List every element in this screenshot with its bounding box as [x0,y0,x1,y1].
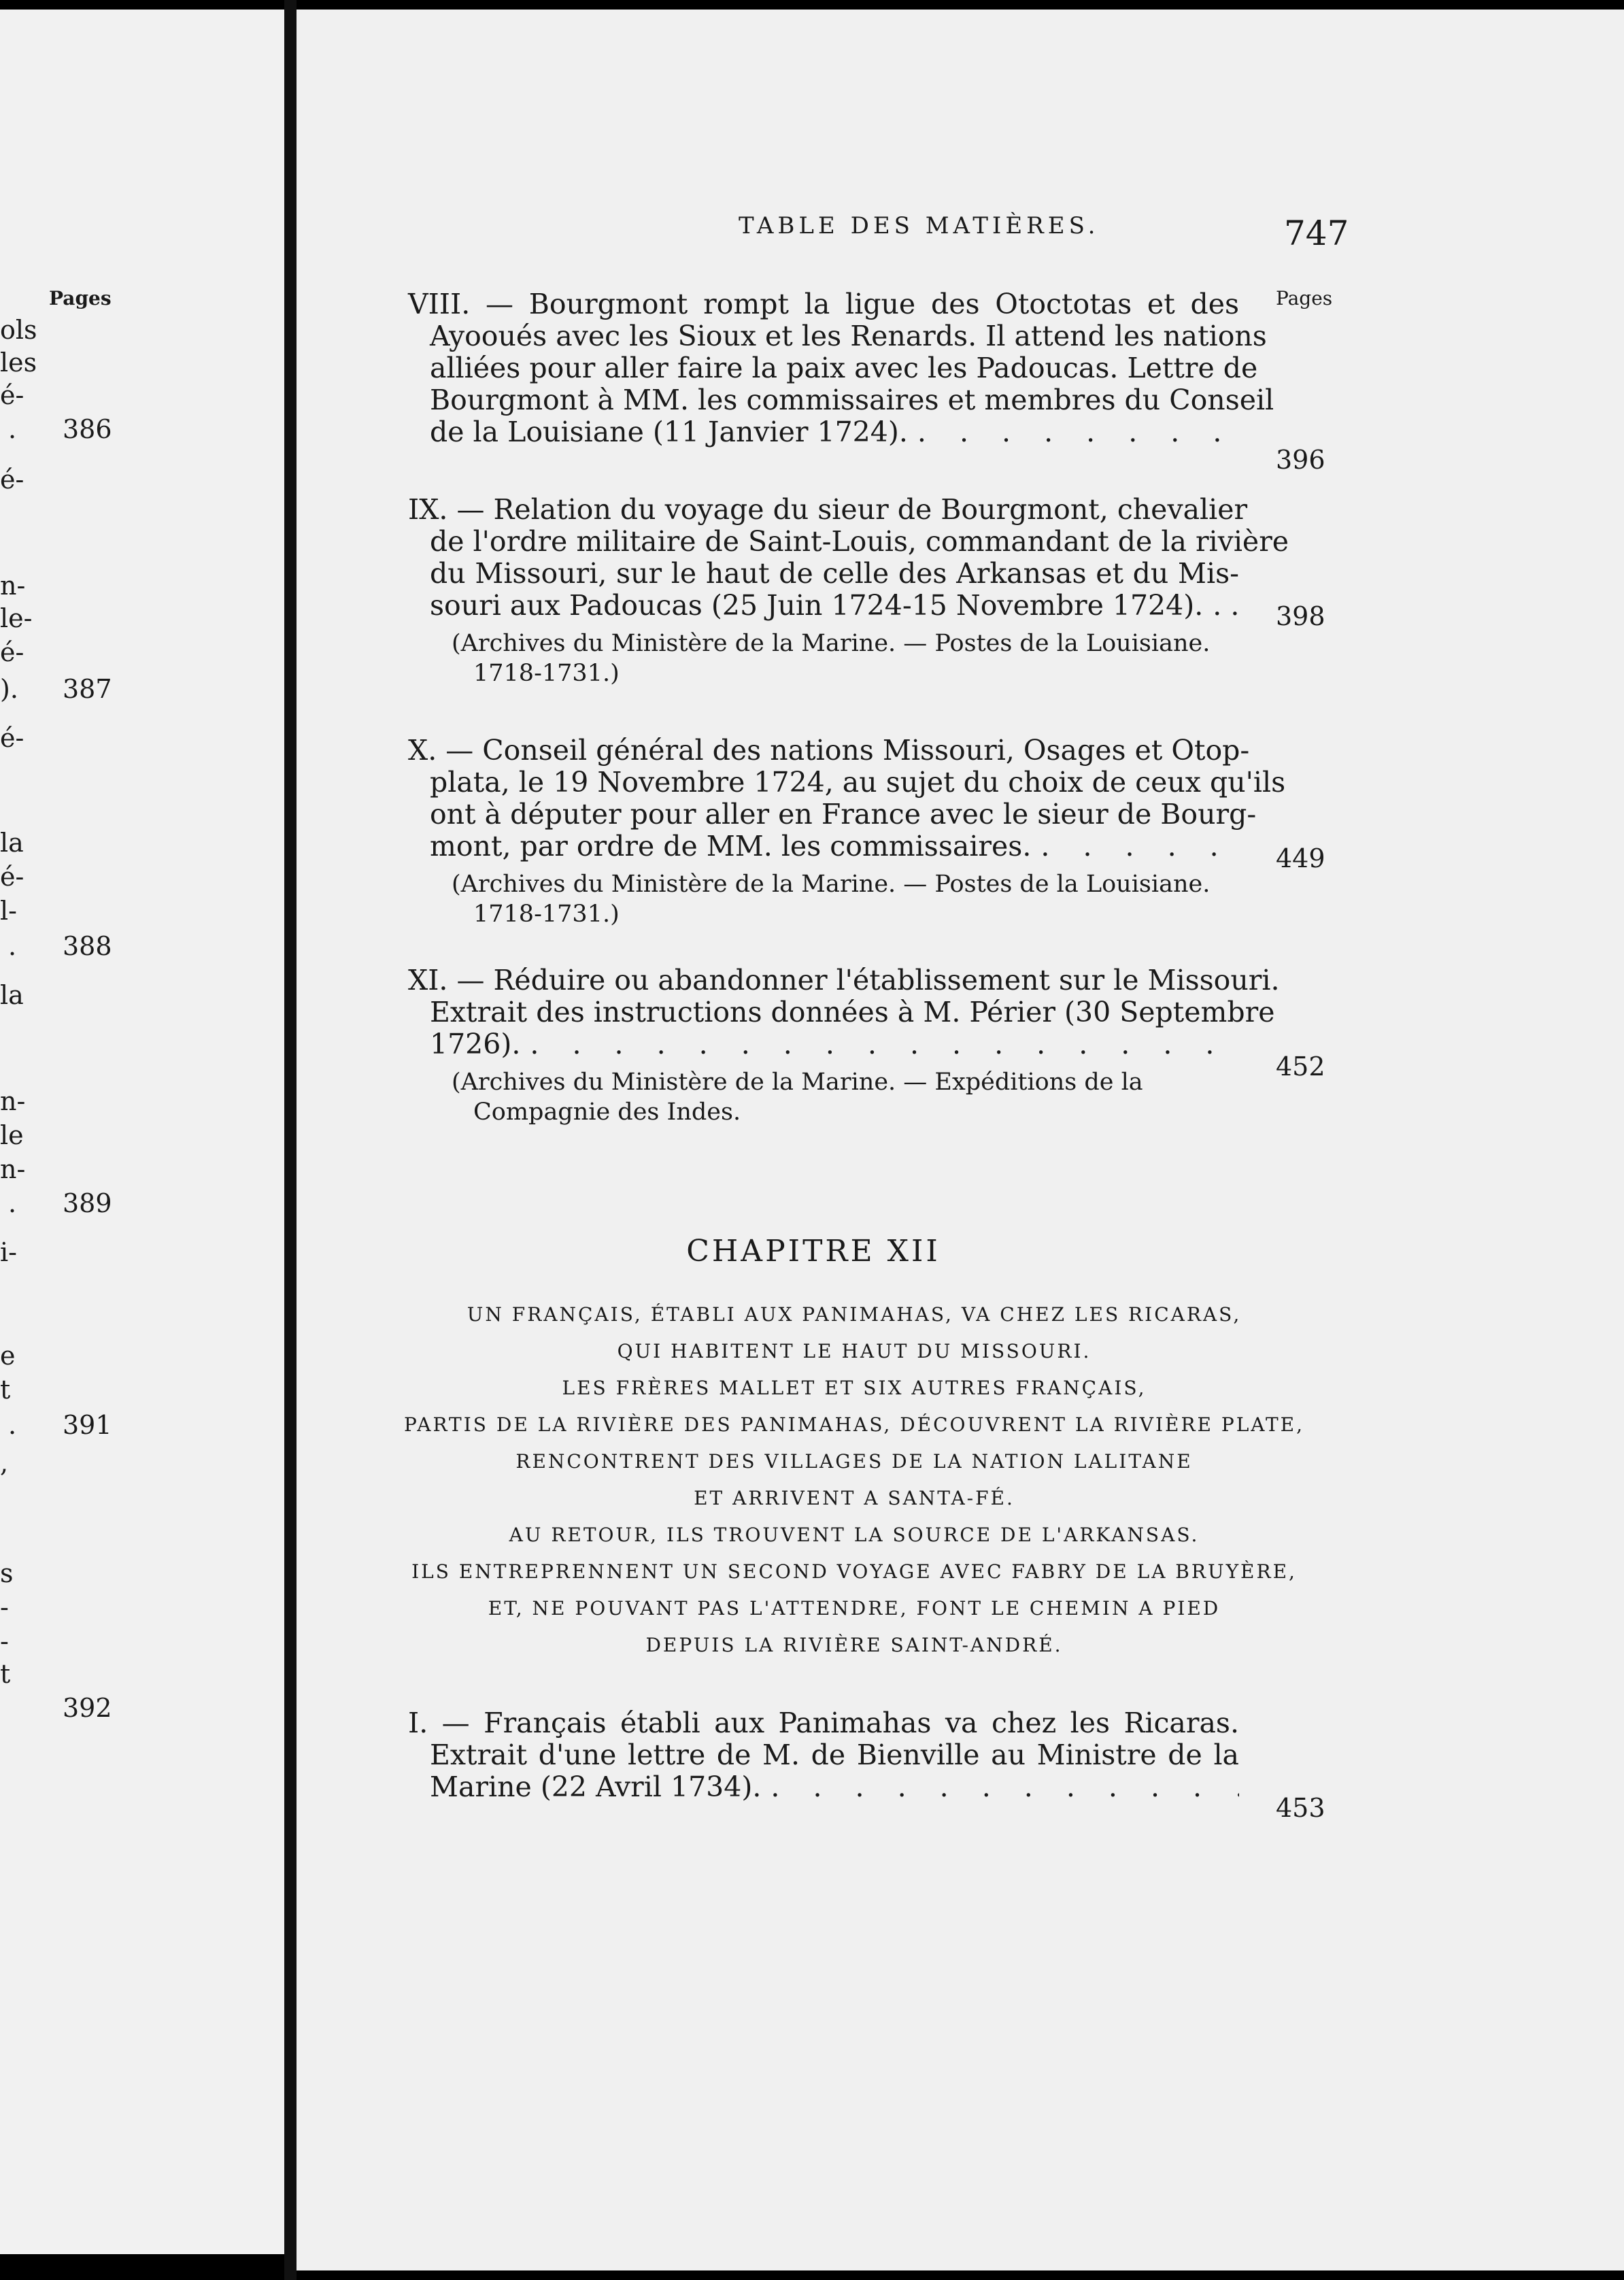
left-fragment: le [0,1120,24,1150]
entry-line: souri aux Padoucas (25 Juin 1724-15 Novembre 1724). [430,589,1204,622]
entry-line: Extrait des instructions données à M. Périer (30 Septembre [430,996,1275,1028]
subtitle-line: UN FRANÇAIS, ÉTABLI AUX PANIMAHAS, VA CHEZ LES RICARAS, [467,1303,1242,1326]
entry-line: de la Louisiane (11 Janvier 1724). [430,416,908,448]
source-note: Compagnie des Indes. [473,1099,741,1126]
entry-line: XI. — Réduire ou abandonner l'établissement sur le Missouri. [408,964,1280,996]
left-fragment: le- [0,603,33,633]
entry-line: 1726). [430,1028,521,1060]
entry-line: ont à députer pour aller en France avec le sieur de Bourg- [430,798,1257,831]
left-fragment: la [0,980,24,1010]
left-fragment: e [0,1341,16,1371]
left-fragment: ols [0,315,37,345]
left-fragment: - [0,1592,9,1622]
subtitle-line: ILS ENTREPRENNENT UN SECOND VOYAGE AVEC FABRY DE LA BRUYÈRE, [411,1560,1297,1583]
entry-line: Bourgmont à MM. les commissaires et membres du Conseil [430,384,1274,416]
entry-leader-line [430,416,1239,448]
page-number: 747 [1284,214,1349,253]
entry-line: VIII. — Bourgmont rompt la ligue des Otoctotas et des [408,288,1239,320]
chapter-title: CHAPITRE XII [686,1234,941,1269]
left-page-number: 391 [63,1410,112,1440]
toc-entry-x [408,734,1286,929]
left-fragment: n- [0,571,26,601]
left-fragment: . [8,414,17,444]
entry-leader-line [430,590,1239,622]
left-fragment: t [0,1659,11,1689]
subtitle-line: LES FRÈRES MALLET ET SIX AUTRES FRANÇAIS, [562,1377,1147,1399]
left-fragment: n- [0,1086,26,1116]
left-pages-heading: Pages [49,287,112,309]
dot-leader [530,1028,1239,1060]
entry-page-ref: 396 [1276,445,1325,475]
entry-line: Marine (22 Avril 1734). [430,1771,762,1803]
left-fragment: é- [0,637,24,667]
subtitle-line: QUI HABITENT LE HAUT DU MISSOURI. [617,1340,1092,1362]
left-fragment: é- [0,862,24,892]
left-fragment: , [0,1448,9,1478]
left-fragment: les [0,348,37,378]
dot-leader [917,416,1239,448]
entry-line: IX. — Relation du voyage du sieur de Bourgmont, chevalier [408,493,1248,526]
left-fragment: la [0,828,24,858]
entry-line: alliées pour aller faire la paix avec les Padoucas. Lettre de [430,352,1258,384]
dot-leader [771,1771,1239,1803]
dot-leader [1213,590,1239,622]
subtitle-line: ET, NE POUVANT PAS L'ATTENDRE, FONT LE CHEMIN A PIED [488,1597,1221,1620]
entry-line: mont, par ordre de MM. les commissaires. [430,830,1032,862]
left-page-number: 386 [63,414,112,444]
left-fragment: n- [0,1154,26,1184]
left-fragment: - [0,1626,9,1656]
subtitle-line: DEPUIS LA RIVIÈRE SAINT-ANDRÉ. [645,1634,1063,1656]
toc-entry-ix [408,493,1289,688]
left-fragment: . [8,931,17,961]
entry-page-ref: 449 [1276,843,1325,873]
subtitle-line: AU RETOUR, ILS TROUVENT LA SOURCE DE L'ARKANSAS. [509,1524,1200,1546]
left-fragment: é- [0,465,24,494]
left-fragment: t [0,1375,11,1405]
right-page [297,10,1624,2270]
entry-line: X. — Conseil général des nations Missouri, Osages et Otop- [408,734,1250,767]
entry-line: du Missouri, sur le haut de celle des Arkansas et du Mis- [430,557,1239,590]
source-note: 1718-1731.) [473,660,620,687]
book-gutter [284,0,297,2280]
chapter-subtitle [365,1296,1344,1664]
entry-line: plata, le 19 Novembre 1724, au sujet du choix de ceux qu'ils [430,766,1286,799]
left-fragment: s [0,1558,14,1588]
left-fragment: é- [0,380,24,410]
toc-entry-xii-i [408,1707,1239,1803]
left-page [0,10,284,2254]
left-page-number: 392 [63,1693,112,1723]
left-fragment: . [8,1410,17,1440]
source-note: (Archives du Ministère de la Marine. — Postes de la Louisiane. [452,630,1211,657]
left-page-number: 387 [63,674,112,704]
entry-leader-line [430,831,1239,862]
toc-entry-xi [408,964,1280,1127]
source-note: (Archives du Ministère de la Marine. — Postes de la Louisiane. [452,871,1211,898]
source-note: (Archives du Ministère de la Marine. — Expéditions de la [452,1069,1143,1096]
entry-line: Extrait d'une lettre de M. de Bienville au Ministre de la [430,1739,1239,1771]
entry-line: I. — Français établi aux Panimahas va chez les Ricaras. [408,1707,1239,1739]
left-fragment: é- [0,723,24,753]
left-fragment: ). [0,674,18,704]
subtitle-line: RENCONTRENT DES VILLAGES DE LA NATION LALITANE [515,1450,1193,1473]
left-fragment: i- [0,1237,17,1267]
entry-page-ref: 452 [1276,1052,1325,1082]
toc-entry-viii [408,288,1274,448]
left-page-number: 389 [63,1188,112,1218]
entry-leader-line [430,1028,1239,1060]
entry-leader-line [430,1771,1239,1803]
subtitle-line: PARTIS DE LA RIVIÈRE DES PANIMAHAS, DÉCOUVRENT LA RIVIÈRE PLATE, [403,1413,1305,1436]
pages-heading: Pages [1276,287,1333,309]
entry-page-ref: 398 [1276,601,1325,631]
entry-page-ref: 453 [1276,1793,1325,1823]
left-fragment: l- [0,896,17,926]
left-page-number: 388 [63,931,112,961]
entry-line: Ayooués avec les Sioux et les Renards. Il attend les nations [430,320,1267,352]
entry-line: de l'ordre militaire de Saint-Louis, commandant de la rivière [430,525,1289,558]
running-head: TABLE DES MATIÈRES. [739,212,1100,239]
dot-leader [1041,831,1239,862]
left-fragment: . [8,1188,17,1218]
source-note: 1718-1731.) [473,901,620,928]
subtitle-line: ET ARRIVENT A SANTA-FÉ. [694,1487,1015,1509]
